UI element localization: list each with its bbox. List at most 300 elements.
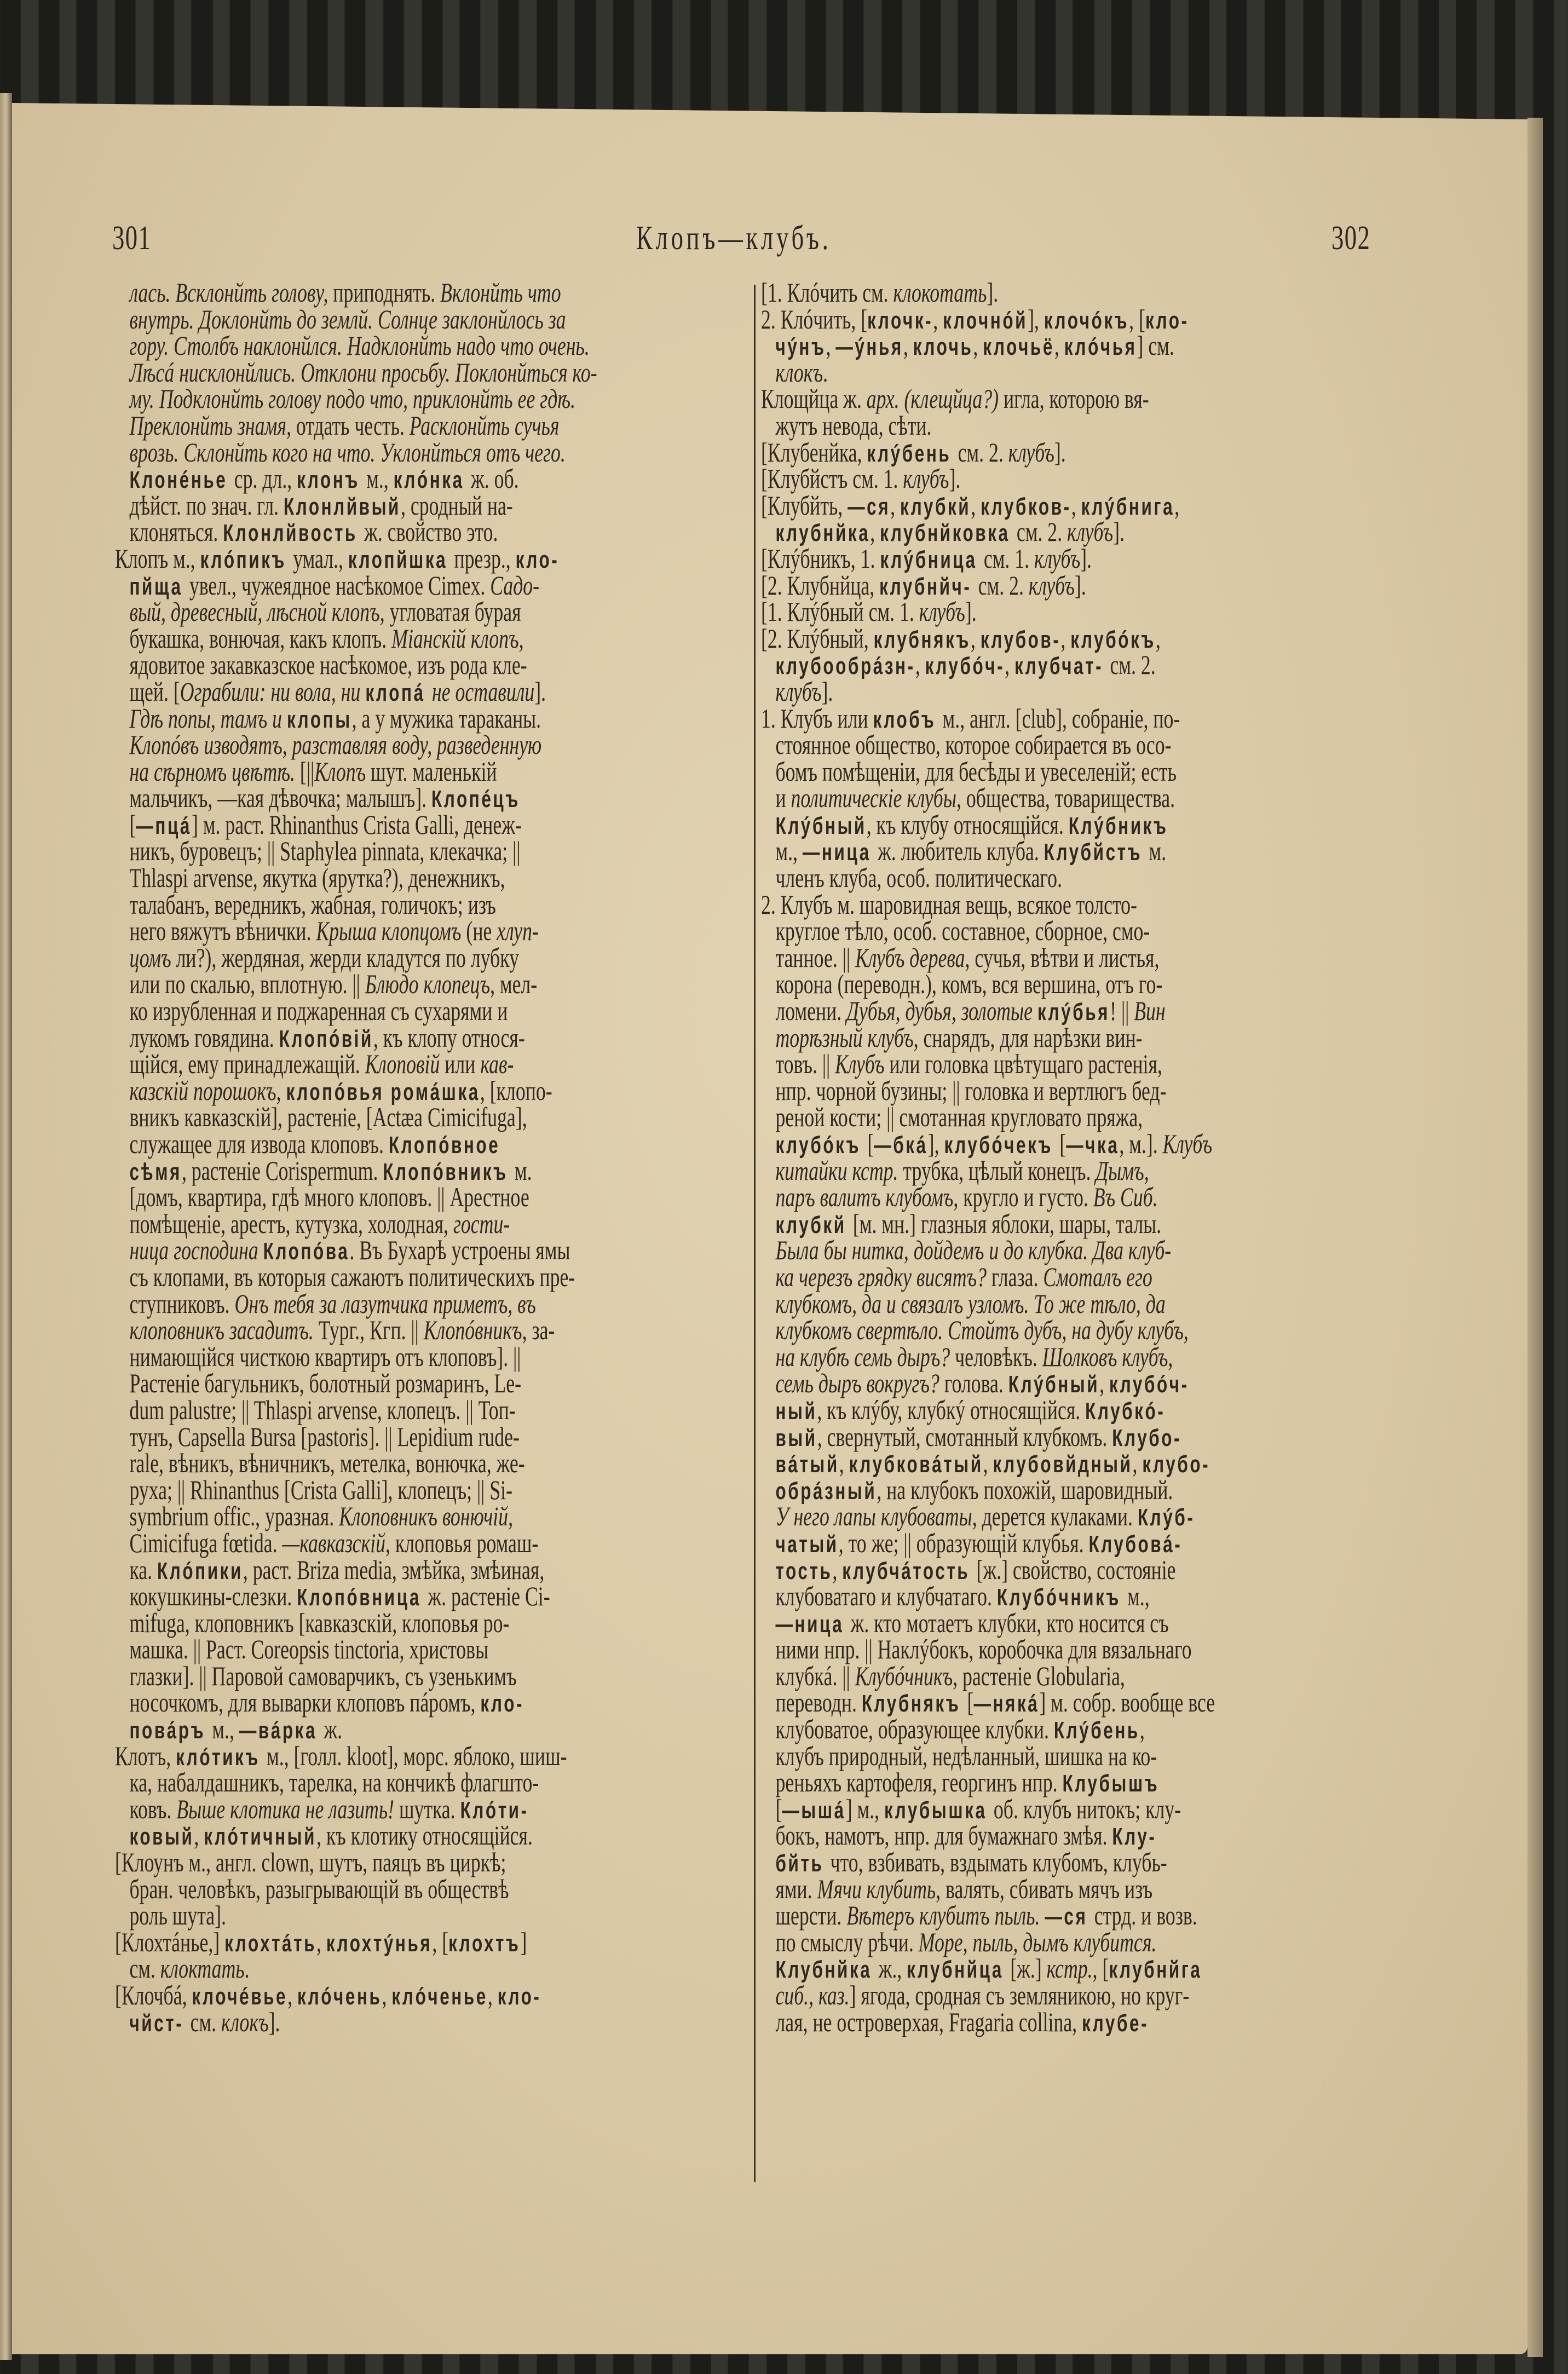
text-line xyxy=(761,649,1380,681)
text-line xyxy=(761,385,1380,412)
headword: клубков- xyxy=(981,493,1071,520)
definition-text: , xyxy=(1071,489,1081,521)
text-line xyxy=(115,489,731,521)
text-line xyxy=(761,545,1380,572)
definition-text: , xyxy=(1005,649,1015,681)
text-line xyxy=(115,1474,731,1505)
definition-text: ], xyxy=(927,1128,944,1159)
definition-text: , xyxy=(933,303,943,335)
text-line xyxy=(115,2006,731,2037)
definition-text: нпр. чорной бузины; || головка и вертлюгъ бед- xyxy=(775,1075,1167,1106)
headword: Клубнякъ xyxy=(861,1690,967,1718)
text-line xyxy=(761,995,1380,1027)
text-line xyxy=(761,412,1380,439)
definition-text: , а у мужика тараканы. xyxy=(351,702,541,734)
definition-text: м., [голл. kloot], морс. яблоко, шиш- xyxy=(267,1740,567,1771)
definition-text: букашка, вонючая, какъ клопъ. xyxy=(129,623,392,654)
headword: кло- xyxy=(515,546,560,573)
example-text: политическіе клубы xyxy=(791,782,956,814)
text-line xyxy=(115,1128,731,1159)
definition-text: ли?), жердяная, жерди кладутся по лубку xyxy=(176,942,519,973)
headword: Клубовá- xyxy=(1088,1530,1183,1558)
headword: клопá xyxy=(365,679,432,706)
example-text: вый, древесный, лѣсной клопъ, xyxy=(129,596,390,627)
headword: Клопóвное xyxy=(388,1132,500,1159)
text-line xyxy=(115,1157,731,1184)
definition-text: никъ, буровецъ; || Staphylea pinnata, клекачка; || xyxy=(129,835,521,867)
text-line xyxy=(115,1208,731,1239)
text-line xyxy=(115,598,731,625)
definition-text: , къ клубу относящійся. xyxy=(866,809,1069,840)
example-text: хлуп- xyxy=(497,915,539,947)
definition-text: талабанъ, вередникъ, жабная, голичокъ; изъ xyxy=(129,889,496,920)
text-line xyxy=(761,758,1380,785)
definition-text: , xyxy=(983,1448,993,1479)
headword: вый xyxy=(775,1424,817,1451)
headword: кло- xyxy=(480,1690,524,1718)
example-text: Клубъ xyxy=(1162,1128,1213,1159)
definition-text: , [ xyxy=(1129,303,1145,335)
headword: клубышка xyxy=(884,1796,994,1824)
definition-text: 2. Клóчить, [ xyxy=(761,303,868,335)
definition-text: , за- xyxy=(522,1315,555,1346)
text-line xyxy=(761,1554,1380,1585)
headword: клýбница xyxy=(880,546,984,573)
definition-text: dum palustre; || Thlaspi arvense, клопецъ. || Топ- xyxy=(129,1394,516,1425)
definition-text: приподнять. xyxy=(333,277,441,308)
definition-text: Клощйца ж. xyxy=(761,383,867,414)
text-line xyxy=(115,465,731,492)
example-text: паръ валитъ клубомъ xyxy=(775,1182,954,1213)
text-line xyxy=(761,1849,1380,1876)
text-line xyxy=(115,678,731,705)
headword: клýбья xyxy=(1037,999,1110,1026)
headword: клубе- xyxy=(1082,2009,1149,2037)
headword: —ся xyxy=(1045,1903,1094,1931)
headword: сѣмя xyxy=(129,1158,182,1185)
definition-text: symbrium offic., уразная. xyxy=(129,1501,339,1532)
text-line xyxy=(761,1048,1380,1080)
definition-text: съ клопами, въ которыя сажаютъ политическихъ пре- xyxy=(129,1261,575,1292)
text-line xyxy=(115,332,731,359)
page-number-left: 301 xyxy=(112,220,152,257)
definition-text: см. xyxy=(129,1953,160,1984)
headword: Клопóва xyxy=(263,1238,350,1265)
example-text: клокотать xyxy=(893,277,987,308)
text-line xyxy=(115,1793,731,1824)
definition-text: [1. Клóчить см. xyxy=(761,277,893,308)
example-text: —кавказскій xyxy=(282,1527,386,1558)
definition-text: или головка цвѣтущаго растенія, xyxy=(889,1048,1162,1080)
text-line xyxy=(761,598,1380,625)
definition-text: ко изрубленная и поджаренная съ сухарями и xyxy=(129,995,508,1027)
definition-text: реньяхъ картофеля, георгинъ нпр. xyxy=(775,1767,1063,1798)
text-line xyxy=(761,1024,1380,1051)
headword: клубкй xyxy=(775,1211,853,1238)
example-text: клубъ xyxy=(903,463,949,494)
definition-text: , xyxy=(890,489,901,521)
text-line xyxy=(115,1955,731,1982)
example-text: Море, пыль, дымъ клубится. xyxy=(918,1926,1157,1957)
definition-text: ! || xyxy=(1110,995,1134,1027)
example-text: китайки кстр. xyxy=(775,1155,903,1186)
example-text: Преклонйть знамя, xyxy=(129,410,296,441)
definition-text: (не xyxy=(466,915,497,947)
text-line xyxy=(115,516,731,548)
definition-text: ]. xyxy=(268,2006,280,2037)
definition-text: вникъ кавказскій], растеніе, [Actæa Cimicifuga], xyxy=(129,1102,527,1133)
definition-text: , xyxy=(903,330,913,361)
example-text: Гдѣ попы, тамъ и xyxy=(129,702,287,734)
headword: —пцá xyxy=(136,812,192,839)
example-text: кстр. xyxy=(1046,1953,1093,1984)
headword: клубóкъ xyxy=(1070,626,1156,653)
text-line xyxy=(115,1873,731,1904)
example-text: клубъ xyxy=(1067,516,1114,548)
definition-text: клоняться. xyxy=(129,516,223,548)
text-line xyxy=(761,782,1380,814)
example-text: Клопóвникъ xyxy=(423,1315,522,1346)
definition-text: бомъ помѣщеніи, для бесѣды и увеселеній; есть xyxy=(775,756,1177,787)
text-line xyxy=(761,1394,1380,1425)
example-text: Въ Сиб. xyxy=(1093,1182,1158,1213)
example-text: Клубъ xyxy=(835,1048,890,1080)
headword: клубчат- xyxy=(1014,653,1110,680)
headword: клóчья xyxy=(1064,333,1137,361)
headword: —ница xyxy=(802,839,878,866)
headword: чйст- xyxy=(129,2009,191,2037)
example-text: Дымъ, xyxy=(1096,1155,1149,1186)
headword: —ýнья xyxy=(835,333,903,361)
text-line xyxy=(115,1636,731,1663)
definition-text: ]. xyxy=(534,676,546,707)
text-line xyxy=(761,1077,1380,1104)
example-text: гору. Столбъ наклонйлся. Надклонйть надо что очень. xyxy=(129,330,590,361)
example-text: Была бы нитка, дойдемъ и до клубка. Два клуб- xyxy=(775,1235,1172,1266)
definition-text: ка. xyxy=(129,1554,158,1585)
definition-text: презр., xyxy=(454,543,516,574)
headword: клóтичный xyxy=(204,1823,317,1851)
definition-text: , снарядъ, для нарѣзки вин- xyxy=(913,1022,1143,1053)
right-column xyxy=(761,279,1568,2035)
definition-text: стрд. и возв. xyxy=(1094,1900,1197,1931)
text-line xyxy=(115,569,731,601)
definition-text: , xyxy=(1054,330,1064,361)
definition-text: роль шута]. xyxy=(129,1900,226,1931)
example-text: Блюдо клопецъ xyxy=(365,969,491,1000)
definition-text: глаза. xyxy=(991,1261,1044,1292)
definition-text: , къ клопу относя- xyxy=(373,1022,525,1053)
example-text: Шолковъ клубъ, xyxy=(1042,1341,1173,1372)
headword: Клонлйвость xyxy=(223,520,365,547)
definition-text: корона (переводн.), комъ, вся вершина, отъ го- xyxy=(775,969,1163,1000)
definition-text: . Въ Бухарѣ устроены ямы xyxy=(349,1235,570,1266)
text-line xyxy=(115,835,731,867)
definition-text: , [клопо- xyxy=(480,1075,552,1106)
definition-text: или по скалью, вплотную. || xyxy=(129,969,365,1000)
text-line xyxy=(761,1208,1380,1239)
definition-text: игла, которою вя- xyxy=(1003,383,1149,414)
text-line xyxy=(115,649,731,681)
text-line xyxy=(761,303,1380,335)
example-text: Крыша клопцомъ xyxy=(316,915,466,947)
text-line xyxy=(761,465,1380,492)
definition-text: [2. Клубнйца, xyxy=(761,569,880,601)
example-text: клоктать xyxy=(160,1953,245,1984)
headword: —някá xyxy=(973,1690,1040,1718)
text-line xyxy=(115,625,731,652)
definition-text: [|| xyxy=(299,756,315,787)
text-line xyxy=(115,1317,731,1344)
definition-text: клубъ природный, недѣланный, шишка на ко- xyxy=(775,1740,1157,1771)
text-line xyxy=(761,1873,1380,1904)
headword: Клубо- xyxy=(1112,1424,1182,1451)
headword: Клонлйвый xyxy=(283,493,401,520)
headword: клубóч- xyxy=(925,653,1005,680)
definition-text: м., xyxy=(366,463,394,494)
definition-text: rale, вѣникъ, вѣничникъ, метелка, вонючка, же- xyxy=(129,1448,525,1479)
text-line xyxy=(115,1554,731,1585)
definition-text: ]. xyxy=(1054,436,1066,468)
definition-text: него вяжутъ вѣнички. xyxy=(129,915,316,947)
headword: клубов- xyxy=(980,626,1061,653)
text-line xyxy=(115,1290,731,1317)
text-line xyxy=(761,625,1380,652)
definition-text: бран. человѣкъ, разыгрывающій въ обществѣ xyxy=(129,1873,509,1904)
text-line xyxy=(761,332,1380,359)
headword: клубо- xyxy=(1142,1451,1210,1478)
definition-text: , xyxy=(1132,1448,1143,1479)
definition-text: реной кости; || смотанная кругловато пряжа, xyxy=(775,1102,1143,1133)
text-line xyxy=(115,1077,731,1104)
definition-text: см. 2. xyxy=(1016,516,1068,548)
definition-text: [Клочбá, xyxy=(115,1980,192,2010)
text-line xyxy=(761,1450,1380,1477)
definition-text: . xyxy=(244,1953,250,1984)
example-text: не оставили xyxy=(431,676,535,707)
definition-text: служащее для извода клоповъ. xyxy=(129,1128,389,1159)
definition-text: [Клубйстъ см. 1. xyxy=(761,463,903,494)
text-line xyxy=(761,811,1380,838)
text-line xyxy=(761,1317,1380,1344)
text-line xyxy=(115,356,731,388)
definition-text: нимающійся чисткою квартиръ отъ клоповъ]. || xyxy=(129,1341,521,1372)
example-text: Вклонйть что xyxy=(440,277,561,308)
definition-text: [ xyxy=(867,1128,874,1159)
definition-text: , xyxy=(915,649,925,681)
text-line xyxy=(761,1421,1380,1452)
definition-text: , клоповья ромаш- xyxy=(385,1527,539,1558)
example-text: Клубóчникъ xyxy=(855,1660,953,1691)
definition-text: увел., чужеядное насѣкомое Cimex. xyxy=(189,569,491,601)
definition-text: [Клоунъ м., англ. clown, шутъ, паяцъ въ циркѣ; xyxy=(115,1847,506,1878)
definition-text: по смыслу рѣчи. xyxy=(775,1926,919,1957)
text-line xyxy=(761,356,1380,388)
headword: клубнякъ xyxy=(873,626,971,653)
headword: ный xyxy=(775,1397,817,1425)
headword: клонъ xyxy=(297,466,367,494)
headword: Клýбный xyxy=(775,812,867,839)
definition-text: мальчикъ, —кая дѣвочка; малышъ]. xyxy=(129,782,432,814)
headword: Клýбникъ xyxy=(1068,812,1168,839)
text-line xyxy=(761,731,1380,758)
definition-text: , xyxy=(971,489,981,521)
text-line xyxy=(115,436,731,468)
headword: Клубйстъ xyxy=(1044,839,1149,866)
definition-text: ]. xyxy=(1080,543,1092,574)
text-line xyxy=(115,915,731,947)
example-text: врозь. Склонйть кого на что. Уклонйться отъ чего. xyxy=(129,436,566,468)
definition-text: ] м. собр. вообще все xyxy=(1039,1687,1215,1718)
headword: клубнйга xyxy=(1109,1956,1202,1984)
example-text: У него лапы клубоваты xyxy=(775,1501,972,1532)
definition-text: , xyxy=(973,330,983,361)
definition-text: щійся, ему принадлежащій. xyxy=(129,1048,365,1080)
example-text: клубкомъ свертѣло. Стойтъ дубъ, на дубу клубъ, xyxy=(775,1315,1189,1346)
text-line xyxy=(761,1157,1380,1184)
definition-text: [Клохтáнье,] xyxy=(115,1926,225,1957)
definition-text: [2. Клýбный, xyxy=(761,623,874,654)
definition-text: , xyxy=(1174,489,1180,521)
definition-text: ]. xyxy=(949,463,961,494)
definition-text: бокъ, намотъ, нпр. для бумажнаго змѣя. xyxy=(775,1820,1112,1851)
text-line xyxy=(761,489,1380,521)
definition-text: [ж.] xyxy=(1010,1953,1047,1984)
text-line xyxy=(761,1793,1380,1824)
text-line xyxy=(115,1024,731,1051)
definition-text: трубка, цѣлый конецъ. xyxy=(903,1155,1096,1186)
definition-text: , xyxy=(1139,1714,1145,1745)
definition-text: угловатая бурая xyxy=(389,596,521,627)
headword: клубкй xyxy=(900,493,971,520)
text-line xyxy=(761,944,1380,971)
headword: бйть xyxy=(775,1850,831,1877)
headword: Клонéнье xyxy=(129,466,234,494)
text-line xyxy=(115,995,731,1027)
text-line xyxy=(761,1128,1380,1159)
definition-text: , общества, товарищества. xyxy=(956,782,1175,814)
headword: клубнйка xyxy=(775,520,871,547)
text-line xyxy=(761,279,1380,306)
definition-text: ж. xyxy=(324,1714,343,1745)
headword: Клóпики xyxy=(157,1557,243,1584)
example-text: клубъ xyxy=(1028,569,1075,601)
definition-text: ]. xyxy=(821,676,833,707)
headword: клохтýнья xyxy=(326,1929,433,1957)
headword: Клубнйка xyxy=(775,1956,879,1984)
text-line xyxy=(115,1370,731,1397)
definition-text: м., англ. [club], собраніе, по- xyxy=(942,702,1180,734)
headword: клочь xyxy=(913,333,973,361)
example-text: Клубъ дерева xyxy=(855,942,965,973)
text-line xyxy=(115,1237,731,1264)
headword: ковый xyxy=(129,1823,194,1851)
definition-text: [ xyxy=(775,1793,782,1824)
text-line xyxy=(115,811,731,838)
definition-text: , раст. Briza media, змѣйка, змѣиная, xyxy=(243,1554,545,1585)
text-line xyxy=(761,1290,1380,1317)
definition-text: , xyxy=(382,1980,392,2010)
definition-text: , xyxy=(1099,1368,1110,1399)
text-line xyxy=(115,971,731,998)
example-text: Смоталъ его xyxy=(1043,1261,1152,1292)
definition-text: , xyxy=(826,330,836,361)
headword: клубнйковка xyxy=(880,520,1017,547)
definition-text: ж. свойство это. xyxy=(364,516,498,548)
example-text: Онъ тебя за лазутчика приметъ, въ xyxy=(234,1288,536,1319)
text-line xyxy=(115,279,731,306)
definition-text: , xyxy=(832,1554,843,1585)
definition-text: , сучья, вѣтви и листья, xyxy=(965,942,1160,973)
text-line xyxy=(115,1421,731,1452)
headword: клýбнига xyxy=(1081,493,1175,520)
headword: тость xyxy=(775,1557,833,1584)
definition-text: [Клубенйка, xyxy=(761,436,867,468)
definition-text: ступниковъ. xyxy=(129,1288,235,1319)
book-spine xyxy=(0,93,12,2360)
definition-text: Клотъ, xyxy=(115,1740,176,1771)
definition-text: , xyxy=(316,1926,326,1957)
definition-text: кокушкины-слезки. xyxy=(129,1581,297,1612)
text-line xyxy=(115,545,731,572)
definition-text: 2. Клубъ м. шаровидная вещь, всякое толсто- xyxy=(761,889,1137,920)
headword: клопы xyxy=(286,706,352,733)
definition-text: , xyxy=(970,623,981,654)
definition-text: танное. || xyxy=(775,942,855,973)
definition-text: или xyxy=(445,1048,481,1080)
text-line xyxy=(761,1636,1380,1663)
definition-text: Клопъ м., xyxy=(115,543,200,574)
definition-text: , растеніе Globularia, xyxy=(953,1660,1125,1691)
definition-text: Тург., Кгп. || xyxy=(318,1315,424,1346)
definition-text: , кругло и густо. xyxy=(953,1182,1093,1213)
example-text: Клопóвъ изводятъ, разставляя воду, разведенную xyxy=(129,729,542,760)
definition-text: дѣйст. по знач. гл. xyxy=(129,489,284,521)
definition-text: клубоватаго и клубчатаго. xyxy=(775,1581,997,1612)
headword: клочьё xyxy=(983,333,1054,361)
headword: Клопóвій xyxy=(279,1025,373,1052)
definition-text: [ж.] свойство, состояніе xyxy=(976,1554,1176,1585)
definition-text: mifuga, клоповникъ [кавказскій, клоповья ро- xyxy=(129,1607,510,1638)
headword: Клýбный xyxy=(1008,1371,1100,1398)
definition-text: см. 2. xyxy=(1110,649,1156,681)
definition-text: . xyxy=(823,356,828,388)
definition-text: , xyxy=(870,516,880,548)
example-text: семь дыръ вокругъ? xyxy=(775,1368,944,1399)
definition-text: , къ клýбу, клубкý относящійся. xyxy=(817,1394,1086,1425)
text-line xyxy=(761,1474,1380,1505)
example-text: Міанскій клопъ, xyxy=(391,623,524,654)
definition-text: [1. Клýбный см. 1. xyxy=(761,596,919,627)
definition-text: тунъ, Capsella Bursa [pastoris]. || Lepidium rude- xyxy=(129,1421,520,1452)
text-line xyxy=(761,436,1380,468)
headword: чатый xyxy=(775,1530,839,1558)
text-line xyxy=(115,944,731,971)
definition-text: шутка. xyxy=(399,1793,460,1824)
text-line xyxy=(115,891,731,918)
text-line xyxy=(115,1822,731,1849)
text-line xyxy=(761,516,1380,548)
example-text: Мячи клубить xyxy=(817,1873,936,1904)
definition-text: , на клубокъ похожій, шаровидный. xyxy=(877,1474,1173,1505)
example-text: Вин xyxy=(1134,995,1166,1027)
example-text: торѣзный клубъ xyxy=(775,1022,914,1053)
definition-text: ка, набалдашникъ, тарелка, на кончикѣ флагшто- xyxy=(129,1767,539,1798)
definition-text: руха; || Rhinanthus [Crista Galli], клопецъ; || Si- xyxy=(129,1474,512,1505)
example-text: Клоповій xyxy=(365,1048,445,1080)
definition-text: , xyxy=(194,1820,204,1851)
example-text: Выше клотика не лазить! xyxy=(176,1793,399,1824)
